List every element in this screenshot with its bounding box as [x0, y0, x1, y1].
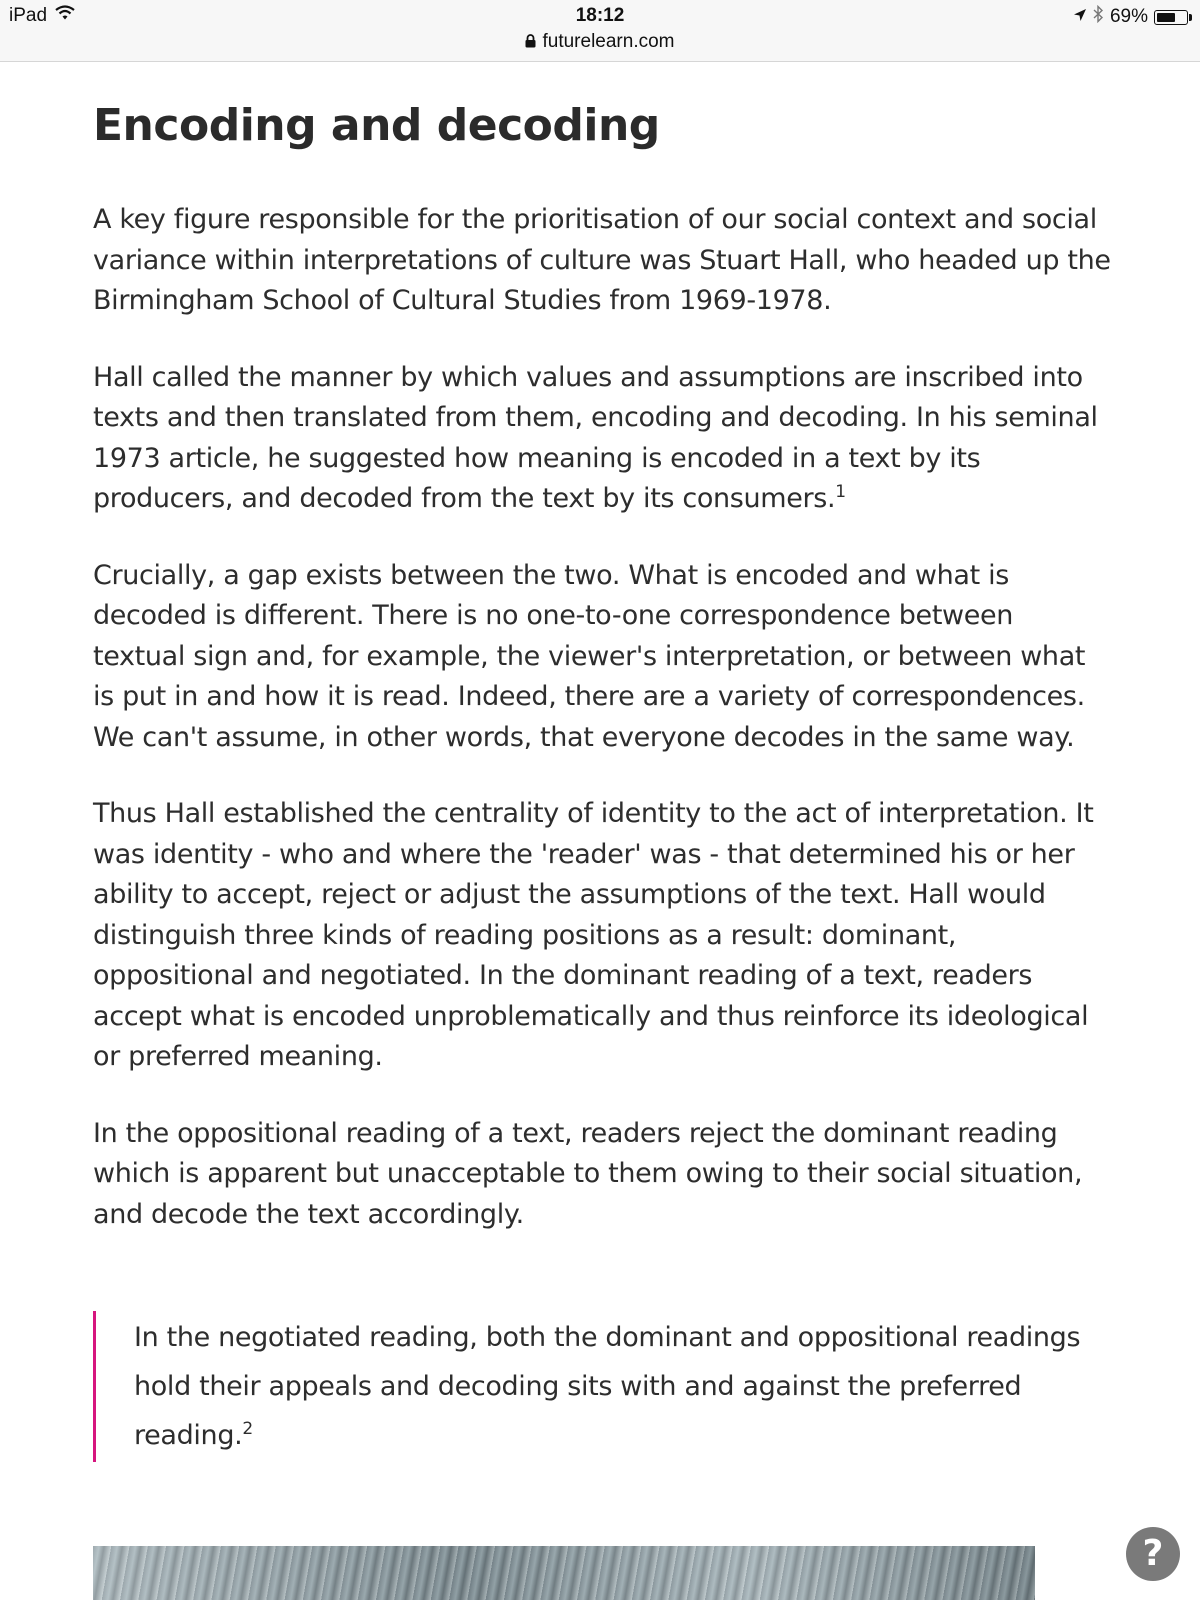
paragraph-text: A key figure responsible for the prioritisation of our social context and social variance within interpretations of culture was Stuart Hall, who headed up the Birmingham School of Cultural Studies from 1969-1978.	[93, 204, 1111, 316]
page-title: Encoding and decoding	[93, 100, 660, 151]
paragraph-text: Crucially, a gap exists between the two. What is encoded and what is decoded is different. There is no one-to-one correspondence between textual sign and, for example, the viewer's interpretation, or between what is put in and how it is read. Indeed, there are a variety of correspondences. We can't assume, in other words, that everyone decodes in the same way.	[93, 559, 1086, 753]
paragraph-intro	[93, 200, 1113, 322]
paragraph-encoding	[93, 358, 1113, 520]
paragraph-oppositional	[93, 1114, 1113, 1236]
bluetooth-icon	[1093, 5, 1104, 29]
address-bar[interactable]	[0, 31, 1200, 54]
paragraph-gap	[93, 556, 1113, 759]
article	[93, 96, 1113, 1462]
help-icon: ?	[1142, 1533, 1164, 1574]
battery-percent: 69%	[1109, 6, 1148, 27]
paragraph-text: In the oppositional reading of a text, readers reject the dominant reading which is apparent but unacceptable to them owing to their social situation, and decode the text accordingly.	[93, 1117, 1083, 1230]
footnote-1-link[interactable]: 1	[835, 482, 846, 502]
paragraph-text: Hall called the manner by which values and assumptions are inscribed into texts and then translated from them, encoding and decoding. In his seminal 1973 article, he suggested how meaning is encoded in a text by its producers, and decoded from the text by its consumers.	[93, 361, 1098, 514]
location-arrow-icon	[1073, 6, 1087, 28]
footnote-2-link[interactable]: 2	[242, 1419, 253, 1439]
paragraph-identity	[93, 794, 1113, 1078]
status-right	[1073, 5, 1188, 29]
article-image	[93, 1546, 1035, 1600]
lock-icon	[525, 32, 536, 54]
url-text: futurelearn.com	[542, 31, 675, 52]
paragraph-text: Thus Hall established the centrality of identity to the act of interpretation. It was identity - who and where the 'reader' was - that determined his or her ability to accept, reject or adjust the assumptions of the text. Hall would distinguish three kinds of reading positions as a result: dominant, oppositional and negotiated. In the dominant reading of a text, readers accept what is encoded unproblematically and thus reinforce its ideological or preferred meaning.	[93, 798, 1094, 1072]
status-bar	[0, 0, 1200, 62]
clock: 18:12	[575, 5, 625, 26]
battery-icon	[1154, 10, 1188, 25]
battery-fill	[1157, 13, 1175, 22]
blockquote-negotiated	[93, 1311, 1113, 1462]
quote-text: In the negotiated reading, both the dominant and oppositional readings hold their appeals and decoding sits with and against the preferred reading.	[134, 1322, 1081, 1451]
device-name: iPad	[9, 5, 48, 26]
help-button[interactable]	[1126, 1527, 1180, 1581]
